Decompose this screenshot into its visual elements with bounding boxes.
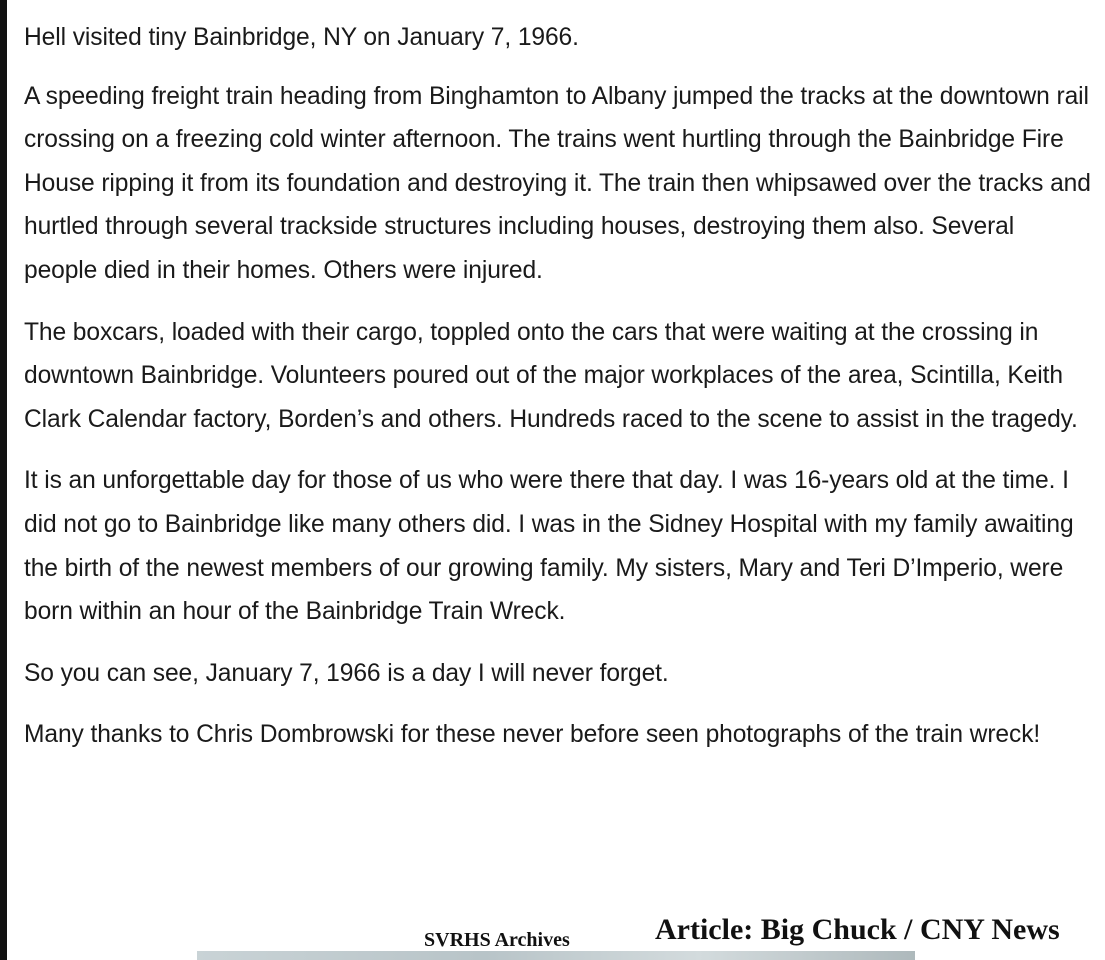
article-paragraph-3: The boxcars, loaded with their cargo, toppled onto the cars that were waiting at the crossing in downtown Bainbridge. Volunteers poured out of the major workplaces of the area, Scintilla, Keith Clark Calendar factory, Borden’s and others. Hundreds raced to the scene to assist in the tragedy. (24, 318, 1078, 433)
article-credit: Article: Big Chuck / CNY News (655, 913, 1060, 946)
article-paragraph-6: Many thanks to Chris Dombrowski for these never before seen photographs of the train wreck! (24, 721, 1041, 749)
left-border (0, 0, 7, 960)
article-body (24, 16, 1094, 775)
article-paragraph-1: Hell visited tiny Bainbridge, NY on January 7, 1966. (24, 24, 579, 51)
article-paragraph-5: So you can see, January 7, 1966 is a day I will never forget. (24, 659, 669, 687)
photo-top-edge (197, 951, 915, 960)
archive-credit: SVRHS Archives (424, 929, 570, 951)
article-paragraph-2: A speeding freight train heading from Binghamton to Albany jumped the tracks at the downtown rail crossing on a freezing cold winter afternoon. The trains went hurtling through the Bainbridge Fire House ripping it from its foundation and destroying it. The train then whipsawed over the tracks and hurtled through several trackside structures including houses, destroying them also. Several people died in their homes. Others were injured. (24, 82, 1091, 284)
article-paragraph-4: It is an unforgettable day for those of us who were there that day. I was 16-years old at the time. I did not go to Bainbridge like many others did. I was in the Sidney Hospital with my family awaiting the birth of the newest members of our growing family. My sisters, Mary and Teri D’Imperio, were born within an hour of the Bainbridge Train Wreck. (24, 467, 1074, 626)
